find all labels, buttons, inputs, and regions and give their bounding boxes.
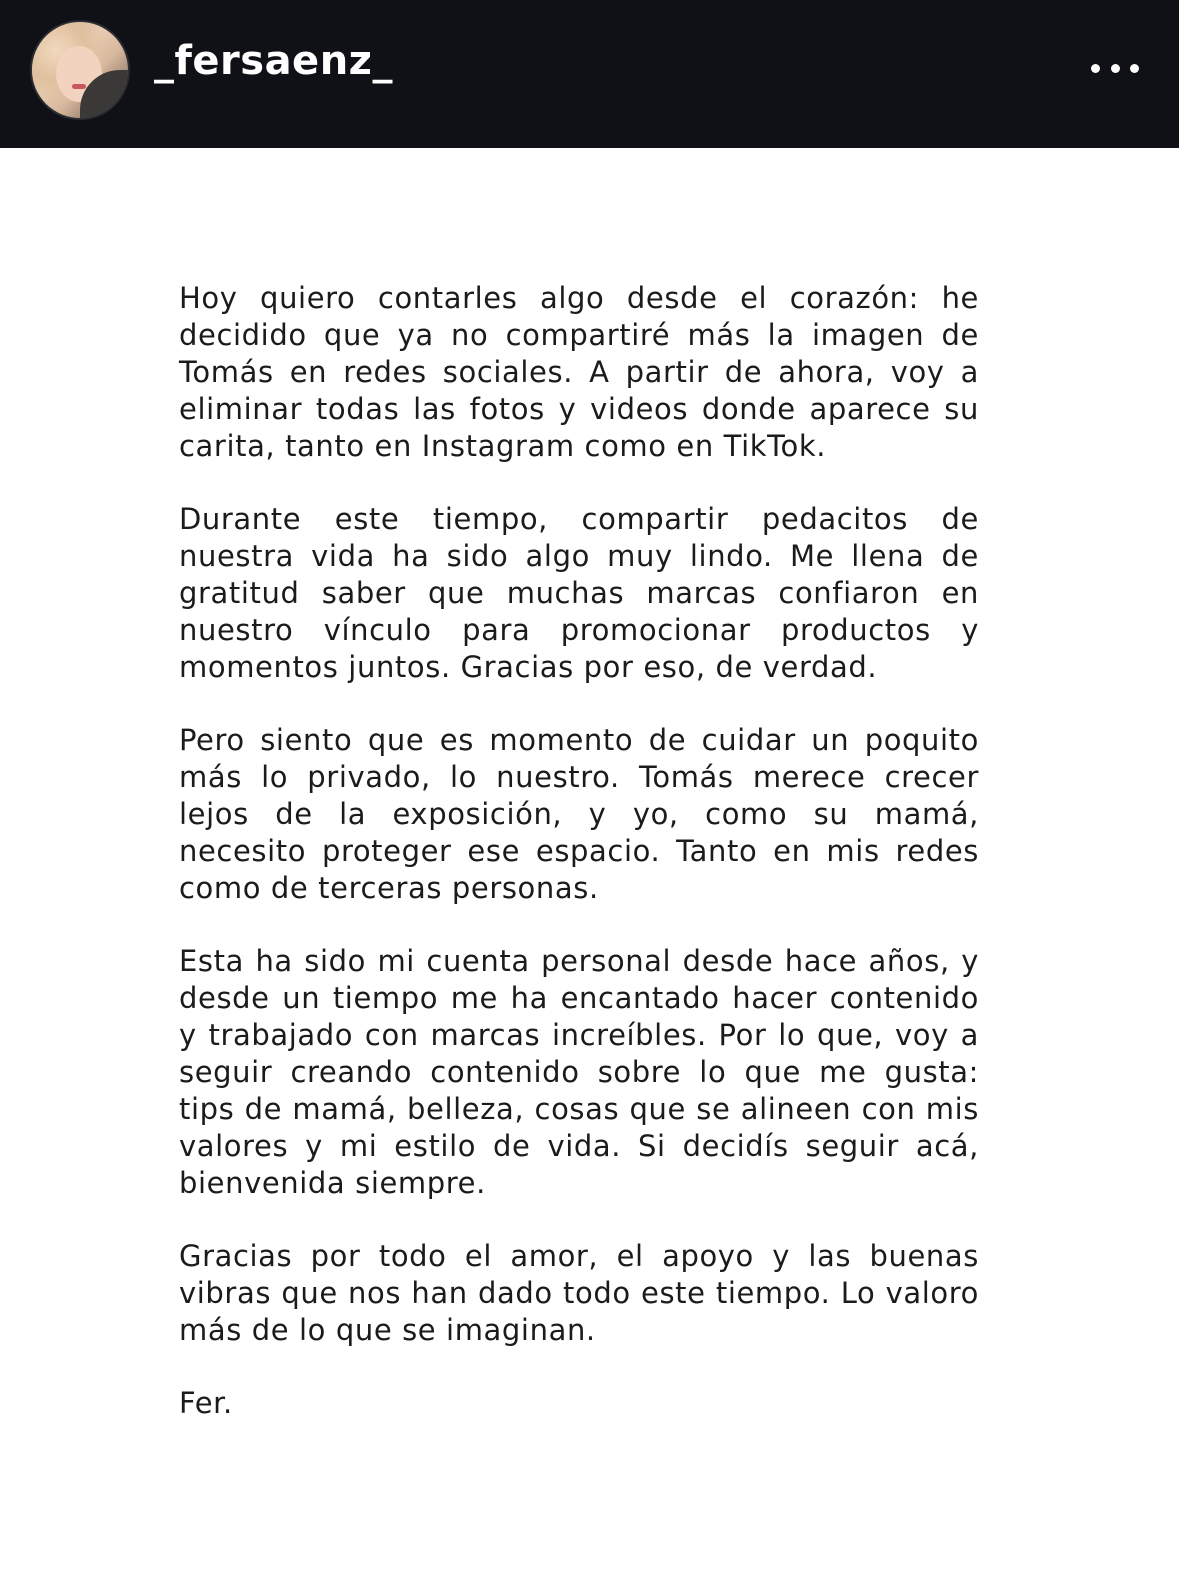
post-paragraph: Gracias por todo el amor, el apoyo y las buenas vibras que nos han dado todo este tiempo. Lo valoro más de lo que se imaginan. <box>179 1239 979 1347</box>
more-dot <box>1091 64 1100 73</box>
post-paragraph: Hoy quiero contarles algo desde el corazón: he decidido que ya no compartiré más la imagen de Tomás en redes sociales. A partir de ahora, voy a eliminar todas las fotos y videos donde aparece su carita, tanto en Instagram como en TikTok. <box>179 281 979 463</box>
post-header <box>0 0 1179 148</box>
post-paragraph: Esta ha sido mi cuenta personal desde hace años, y desde un tiempo me ha encantado hacer contenido y trabajado con marcas increíbles. Por lo que, voy a seguir creando contenido sobre lo que me gusta: tips de mamá, belleza, cosas que se alineen con mis valores y mi estilo de vida. Si decidís seguir acá, bienvenida siempre. <box>179 944 979 1200</box>
profile-avatar[interactable] <box>32 22 128 118</box>
post-paragraph: Durante este tiempo, compartir pedacitos de nuestra vida ha sido algo muy lindo. Me llena de gratitud saber que muchas marcas confiaron en nuestro vínculo para promocionar productos y momentos juntos. Gracias por eso, de verdad. <box>179 502 979 684</box>
post-text-body <box>179 280 979 1458</box>
more-dot <box>1130 64 1139 73</box>
post-paragraph: Pero siento que es momento de cuidar un poquito más lo privado, lo nuestro. Tomás merece crecer lejos de la exposición, y yo, como su mamá, necesito proteger ese espacio. Tanto en mis redes como de terceras personas. <box>179 723 979 905</box>
post-signature: Fer. <box>179 1386 233 1420</box>
more-options-icon[interactable] <box>1091 56 1139 80</box>
avatar-lips <box>72 84 86 89</box>
username[interactable]: _fersaenz_ <box>154 38 393 84</box>
more-dot <box>1111 64 1120 73</box>
